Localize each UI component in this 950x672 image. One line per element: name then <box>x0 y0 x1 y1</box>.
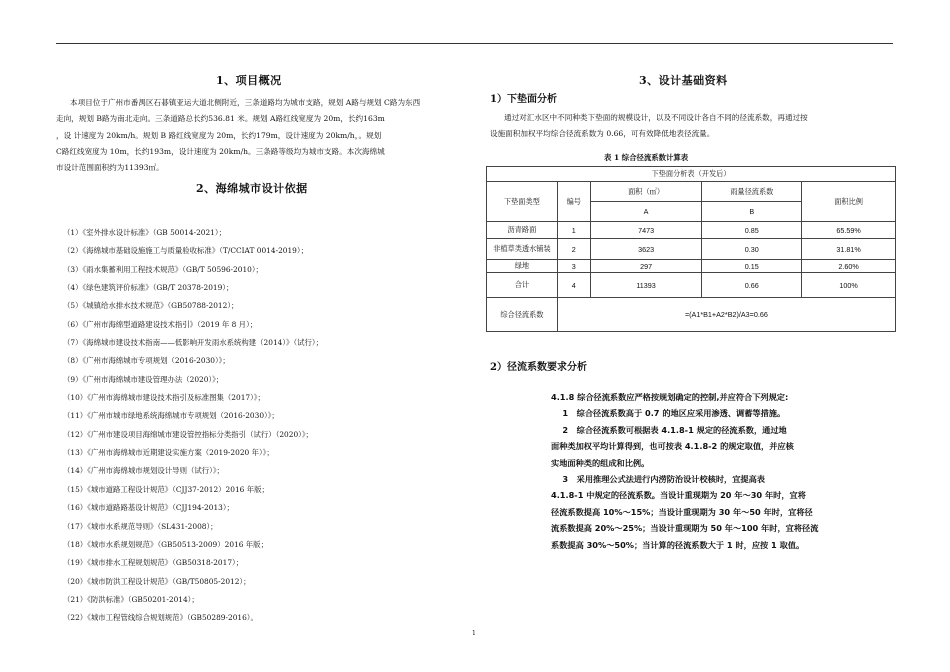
cell-number: 3 <box>557 260 590 273</box>
underlay-line: 设施面积加权平均综合径流系数为 0.66，可有效降低地表径流量。 <box>490 129 715 139</box>
cell-ratio: 2.60% <box>802 260 896 273</box>
spec-line: 1 综合径流系数高于 0.7 的地区应采用渗透、调蓄等措施。 <box>551 408 786 419</box>
table-row <box>487 273 896 298</box>
cell-type: 合计 <box>487 273 558 298</box>
cell-coefficient: 0.66 <box>702 273 802 298</box>
cell-number: 2 <box>557 239 590 260</box>
reference-item: （22）《城市工程管线综合规划规范》（GB50289-2016）。 <box>63 613 258 623</box>
table-row <box>487 239 896 260</box>
cell-area: 7473 <box>590 222 702 239</box>
section2-heading: 2、海绵城市设计依据 <box>196 182 308 195</box>
table-caption: 表 1 综合径流系数计算表 <box>604 153 689 162</box>
section1-line: 本项目位于广州市番禺区石碁镇亚运大道北侧附近，三条道路均为城市支路，规划 A路与规划 C路为东西 <box>70 98 421 107</box>
table-summary-row <box>487 298 896 332</box>
reference-item: （9）《广州市海绵城市建设管理办法（2020）》； <box>63 374 224 384</box>
reference-item: （5）《城镇给水排水技术规范》（GB50788-2012）； <box>63 301 239 311</box>
header-coefficient: 雨量径流系数 <box>702 182 802 202</box>
reference-item: （16）《城市道路路基设计规范》（CJJ194-2013）； <box>63 503 234 513</box>
reference-item: （20）《城市防洪工程设计规范》（GB/T50805-2012）； <box>63 576 251 586</box>
reference-list <box>63 224 443 628</box>
reference-item: （10）《广州市海绵城市建设技术指引及标准图集（2017）》； <box>63 393 265 403</box>
reference-item: （13）《广州市海绵城市近期建设实施方案（2019-2020 年）》； <box>63 448 274 458</box>
cell-ratio: 100% <box>802 273 896 298</box>
reference-item: （15）《城市道路工程设计规范》（CJJ37-2012）2016 年版； <box>63 484 269 494</box>
section1-paragraph <box>56 95 448 176</box>
reference-item: （3）《雨水集蓄利用工程技术规范》（GB/T 50596-2010）； <box>63 264 263 274</box>
cell-type: 沥青路面 <box>487 222 558 239</box>
table-header-row <box>487 182 896 202</box>
header-ratio: 面积比例 <box>802 182 896 222</box>
cell-number: 1 <box>557 222 590 239</box>
reference-item: （2）《海绵城市基础设施施工与质量验收标准》（T/CCIAT 0014-2019）； <box>63 246 308 256</box>
section1-line: C路红线宽度为 10m，长约193m，设计速度为 20km/h。三条路等级均为城市支路。本次海绵城 <box>56 146 385 156</box>
spec-line: 实地面种类的组成和比例。 <box>551 457 650 468</box>
table-row <box>487 222 896 239</box>
reference-item: （4）《绿色建筑评价标准》（GB/T 20378-2019）； <box>63 283 234 293</box>
cell-type: 绿地 <box>487 260 558 273</box>
spec-line: 径流系数提高 10%～15%；当设计重现期为 30 年～50 年时，宜将径 <box>551 506 813 517</box>
reference-item: （8）《广州市海绵城市专项规划（2016-2030）》； <box>63 356 230 366</box>
cell-ratio: 65.59% <box>802 222 896 239</box>
reference-item: （1）《室外排水设计标准》（GB 50014-2021）； <box>63 228 226 237</box>
header-number: 编号 <box>557 182 590 222</box>
cell-number: 4 <box>557 273 590 298</box>
specification-excerpt <box>551 389 881 553</box>
spec-line: 2 综合径流系数可根据表 4.1.8-1 规定的径流系数，通过地 <box>551 424 787 435</box>
spec-line: 流系数提高 20%～25%；当设计重现期为 50 年～100 年时，宜将径流 <box>551 523 819 534</box>
section1-line: ，设 计速度为 20km/h。规划 B 路红线宽度为 20m，长约179m，设计速度为 20km/h，。规划 <box>56 130 382 140</box>
cell-ratio: 31.81% <box>802 239 896 260</box>
reference-item: （7）《海绵城市建设技术指南——低影响开发雨水系统构建（2014）》（试行）； <box>63 338 323 348</box>
reference-item: （18）《城市水系规划规范》（GB50513-2009）2016 年版； <box>63 539 268 549</box>
reference-item: （14）《广州市海绵城市规划设计导则（试行）》； <box>63 466 224 476</box>
reference-item: （11）《广州市城市绿地系统海绵城市专项规划（2016-2030）》； <box>63 411 279 421</box>
header-coefficient-letter: B <box>702 202 802 222</box>
header-area: 面积（㎡） <box>590 182 702 202</box>
spec-line: 系数提高 30%～50%；当计算的径流系数大于 1 时，应按 1 取值。 <box>551 539 805 550</box>
reference-item: （19）《城市排水工程规划规范》（GB50318-2017）； <box>63 558 244 568</box>
spec-line: 4.1.8 综合径流系数应严格按规划确定的控制,并应符合下列规定: <box>551 392 789 402</box>
reference-item: （12）《广州市建设项目海绵城市建设管控指标分类指引（试行）（2020）》； <box>63 429 313 439</box>
spec-line: 面种类加权平均计算得到，也可按表 4.1.8-2 的规定取值，并应核 <box>551 441 794 452</box>
cell-coefficient: 0.85 <box>702 222 802 239</box>
cell-coefficient: 0.30 <box>702 239 802 260</box>
underlay-paragraph <box>490 110 894 143</box>
header-rule <box>56 43 893 44</box>
underlay-line: 通过对汇水区中不同种类下垫面的规模设计，以及不同设计各自不同的径流系数，再通过按 <box>504 113 808 122</box>
header-type: 下垫面类型 <box>487 182 558 222</box>
runoff-coefficient-table <box>486 166 896 332</box>
cell-area: 11393 <box>590 273 702 298</box>
table-title-row <box>487 167 896 182</box>
table-row <box>487 260 896 273</box>
section1-line: 市设计范围面积约为11393㎡。 <box>56 163 164 173</box>
page-number: 1 <box>472 630 476 637</box>
cell-type: 非植草类透水铺装 <box>487 239 558 260</box>
section3-heading: 3、设计基础资料 <box>639 74 728 87</box>
cell-coefficient: 0.15 <box>702 260 802 273</box>
reference-item: （21）《防洪标准》（GB50201-2014）； <box>63 594 199 604</box>
subsection-requirement-heading: 2）径流系数要求分析 <box>490 362 587 373</box>
section1-line: 走向，规划 B路为南北走向。三条道路总长约536.81 米。规划 A路红线宽度为 20m，长约163m <box>56 114 385 124</box>
spec-line: 3 采用推理公式法进行内涝防治设计校核时，宜提高表 <box>551 474 765 485</box>
summary-formula: =(A1*B1+A2*B2)/A3=0.66 <box>557 298 895 332</box>
cell-area: 3623 <box>590 239 702 260</box>
subsection-underlay-heading: 1）下垫面分析 <box>490 94 557 105</box>
spec-line: 4.1.8-1 中规定的径流系数。当设计重现期为 20 年～30 年时，宜将 <box>551 490 806 501</box>
header-area-letter: A <box>590 202 702 222</box>
reference-item: （17）《城市水系规范导则》（SL431-2008）； <box>63 521 218 531</box>
reference-item: （6）《广州市海绵型道路建设技术指引》（2019 年 8 月）； <box>63 319 258 329</box>
cell-area: 297 <box>590 260 702 273</box>
table-title: 下垫面分析表（开发后） <box>487 167 896 182</box>
section1-heading: 1、项目概况 <box>216 74 282 87</box>
summary-label: 综合径流系数 <box>487 298 558 332</box>
